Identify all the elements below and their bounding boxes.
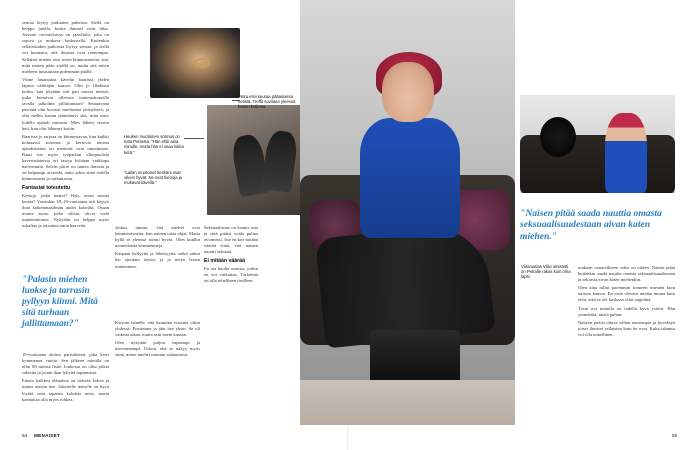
paragraph: 19-vuotiaana aloitin parisuhteen, joka kesti kymmenen vuotta. Sen jälkeen minulla on ollut 80 miestä lisää. Joukossa on ollut pitkiä suhteita ja jotain ihan lyhyitä tapaamisia. xyxy=(22,352,109,376)
article-column-3 xyxy=(204,225,258,286)
article-column-right xyxy=(578,265,675,340)
heel-shoe-icon xyxy=(261,129,299,193)
woman-body-shape xyxy=(360,118,460,238)
paragraph: Kertoja, jotka kaatoi? Hah, arvaa monta kertaa? Varsinkin 18–19-vuotiaana tuli käytyä ihan kaikenmaailman uudet kokeilut. Osaan monta asiaa, jotka silloin olivat vielä tuntemattomia. Nykyään on helppo myös uskaltaa ja toteuttaa omia haaveita. xyxy=(22,192,109,228)
paragraph: Tosin nyt minulla on todella hyvä ystävä. Hän ymmärtää, mistä puhun. xyxy=(578,305,675,317)
pull-quote-left: "Palasin miehen luokse ja tarrasin pyllyyn kiinni. Mitä sitä turhaan jallittamaan?" xyxy=(22,275,98,329)
main-portrait-photo xyxy=(300,0,515,425)
woman-shape xyxy=(605,113,647,193)
woman-face-shape xyxy=(382,62,434,122)
paragraph: Viime lauantaina kävelin baarissa yhden lapsen välittäjän kanssa. Olin jo lähdössä kotiin, kun pöytään tuli pari nuorta miestä, jotka kertoivat olleensa tuntemattomalla tavalla jalkoihin jalliittamaan? Seuraavana päivänä olin kovasti mielissäni yhteydestä, ja olin melko kauan jännittänyt sitä, mitä mies todella ajatteli minusta. Mies lähetti viestin heti, kun olin lähtenyt kotiin. xyxy=(22,76,109,131)
subheading: Fantasiat toteutettu xyxy=(22,185,71,192)
photo-caption: Heuken muotoinen sormus on tuttu Petrasta. "Hän ehtii aina minulle, mutta hän ei osaa lukita ketä." xyxy=(124,134,184,155)
paragraph: Naisten pitäisi oltava vähän rennompia ja hyväksyä toiset ihmiset sellaisina kuin he ovat. Kuka tahansa voi olla onnellinen. xyxy=(578,319,675,337)
article-column-1 xyxy=(22,20,109,231)
paragraph: Ennen kaikkea elämässä on tärkeää kokea ja tuntea asioita itse. Jokaiselle naiselle on hyvä löytää oma tapansa kohdata mies, mutta kannattaa olla myös rohkea. xyxy=(22,378,109,402)
article-column-2 xyxy=(115,225,200,272)
paragraph: Joskus tuntuu, että miehet ovat hämmentyneitä, kun nainen ottaa ohjat. Mutta kyllä se yleensä toimii hyvin. Olen kuullut monenlaisia kommentteja. xyxy=(115,225,200,249)
photo-caption: Viisivuotias Vilivi omistetti on Petralle rakas kuin oma lapsi. xyxy=(521,264,571,280)
paragraph: Olen nykyään paljon vapaampi ja itsevarmempi. Uskon, että se näkyy myös siinä, miten miehet minuun suhtautuvat. xyxy=(115,340,200,358)
article-column-2-bottom xyxy=(115,320,200,361)
paragraph: Seksuaalisuus on kaunis asia ja siitä pitäisi voida puhua avoimesti. Itse en koe mitään väärää siinä, että nainen nauttii seksistä. xyxy=(204,225,258,255)
paragraph: Kerroin hänelle, että kauniina vuosina oltiin yhdessä. Erosimme ja jäin itse yksin. Se oli vaikeaa aikaa, mutta sain itseni kasaan. xyxy=(115,320,200,338)
paragraph: seuraa löytyy parhaiten pubeista. Siellä on helppo jutella, koska ihmiset eivät liiku. Joissain ravintoloissa on jazzklubi, joka on sopiva ja mukava keskustella. Kuitenkin sellaisistakin paikoista löytyy seuraa, ja siellä voi huomata, että ihmiset ovat rennompia. Sellaiset miehet ovat usein kiinnostuneita, sitä, mitä naisen pään sisällä on, mutta sitä miten mieheen tutustutaan pidemmän päälle. xyxy=(22,20,109,74)
page-number-left: 54 xyxy=(22,433,28,438)
ring-hand-photo xyxy=(150,28,240,98)
pull-quote-right: "Naisen pitää saada nauttia omasta seksuaalisuudestaan aivan katen miehen." xyxy=(520,208,662,242)
article-column-1-bottom xyxy=(22,352,109,405)
caption-rule xyxy=(184,138,204,139)
page-number-right: 55 xyxy=(672,433,678,438)
photo-caption: "Lailan muotoiset kenkäni ovat oikein hyvät. Ne ovat hienoja ja mukavat kävellä." xyxy=(124,170,182,186)
subheading: Ei mitään väärää xyxy=(204,258,245,265)
floor-shape xyxy=(300,380,515,425)
paragraph: mukaan vanavilliseen seksi on niiden. Naisen pitää kuitenkin saada nauttia omasta seksuaalisuudestaan ja sekoista aivan katen miehenkin. xyxy=(578,265,675,283)
inset-photo xyxy=(520,95,675,193)
ring-icon xyxy=(194,58,210,68)
paragraph: Kaipaan hellyyttä ja läheisyyttä, mikä onkin kai ajoittain täysin, ja ja tietyn laisen tunteminen. xyxy=(115,251,200,269)
paragraph: Olen aina tullut paremmin toimeen miesten kuin naisten kanssa. En esitä olevani mitään muuta kuin olen, eikä se ole koskaan ollut ongelma. xyxy=(578,285,675,303)
paragraph: Baarissa jo tarjoaa on kiinnostavaa, kun kaikki kohtaavat toisensa ja kertovat omista ajatuksistaan tai menevät vain tanssimaan. Baari tuo myös työpaikan ulkopuolista kaverisuhteissa eri tasoja kohtaan vaikkapa harvemmin. Selvin piirre on tuntea ihmisiä ja on helpompi arvioida, onko jokin siinä todella kiinnostavaa ja vaikuttavaa. xyxy=(22,133,109,182)
laptop-icon xyxy=(370,330,460,385)
dog-icon xyxy=(540,117,576,157)
photo-caption: Petra etsii seuraa pääasiassa netistä. Treffit sovitaan yleensä hänen kotiinsa. xyxy=(238,94,296,110)
paragraph: En ota huolia asioista, joihin en voi vaikuttaa. Tärkeintä on olla rehellinen itselleen. xyxy=(204,265,258,283)
magazine-brand: MENAISET xyxy=(34,433,61,438)
